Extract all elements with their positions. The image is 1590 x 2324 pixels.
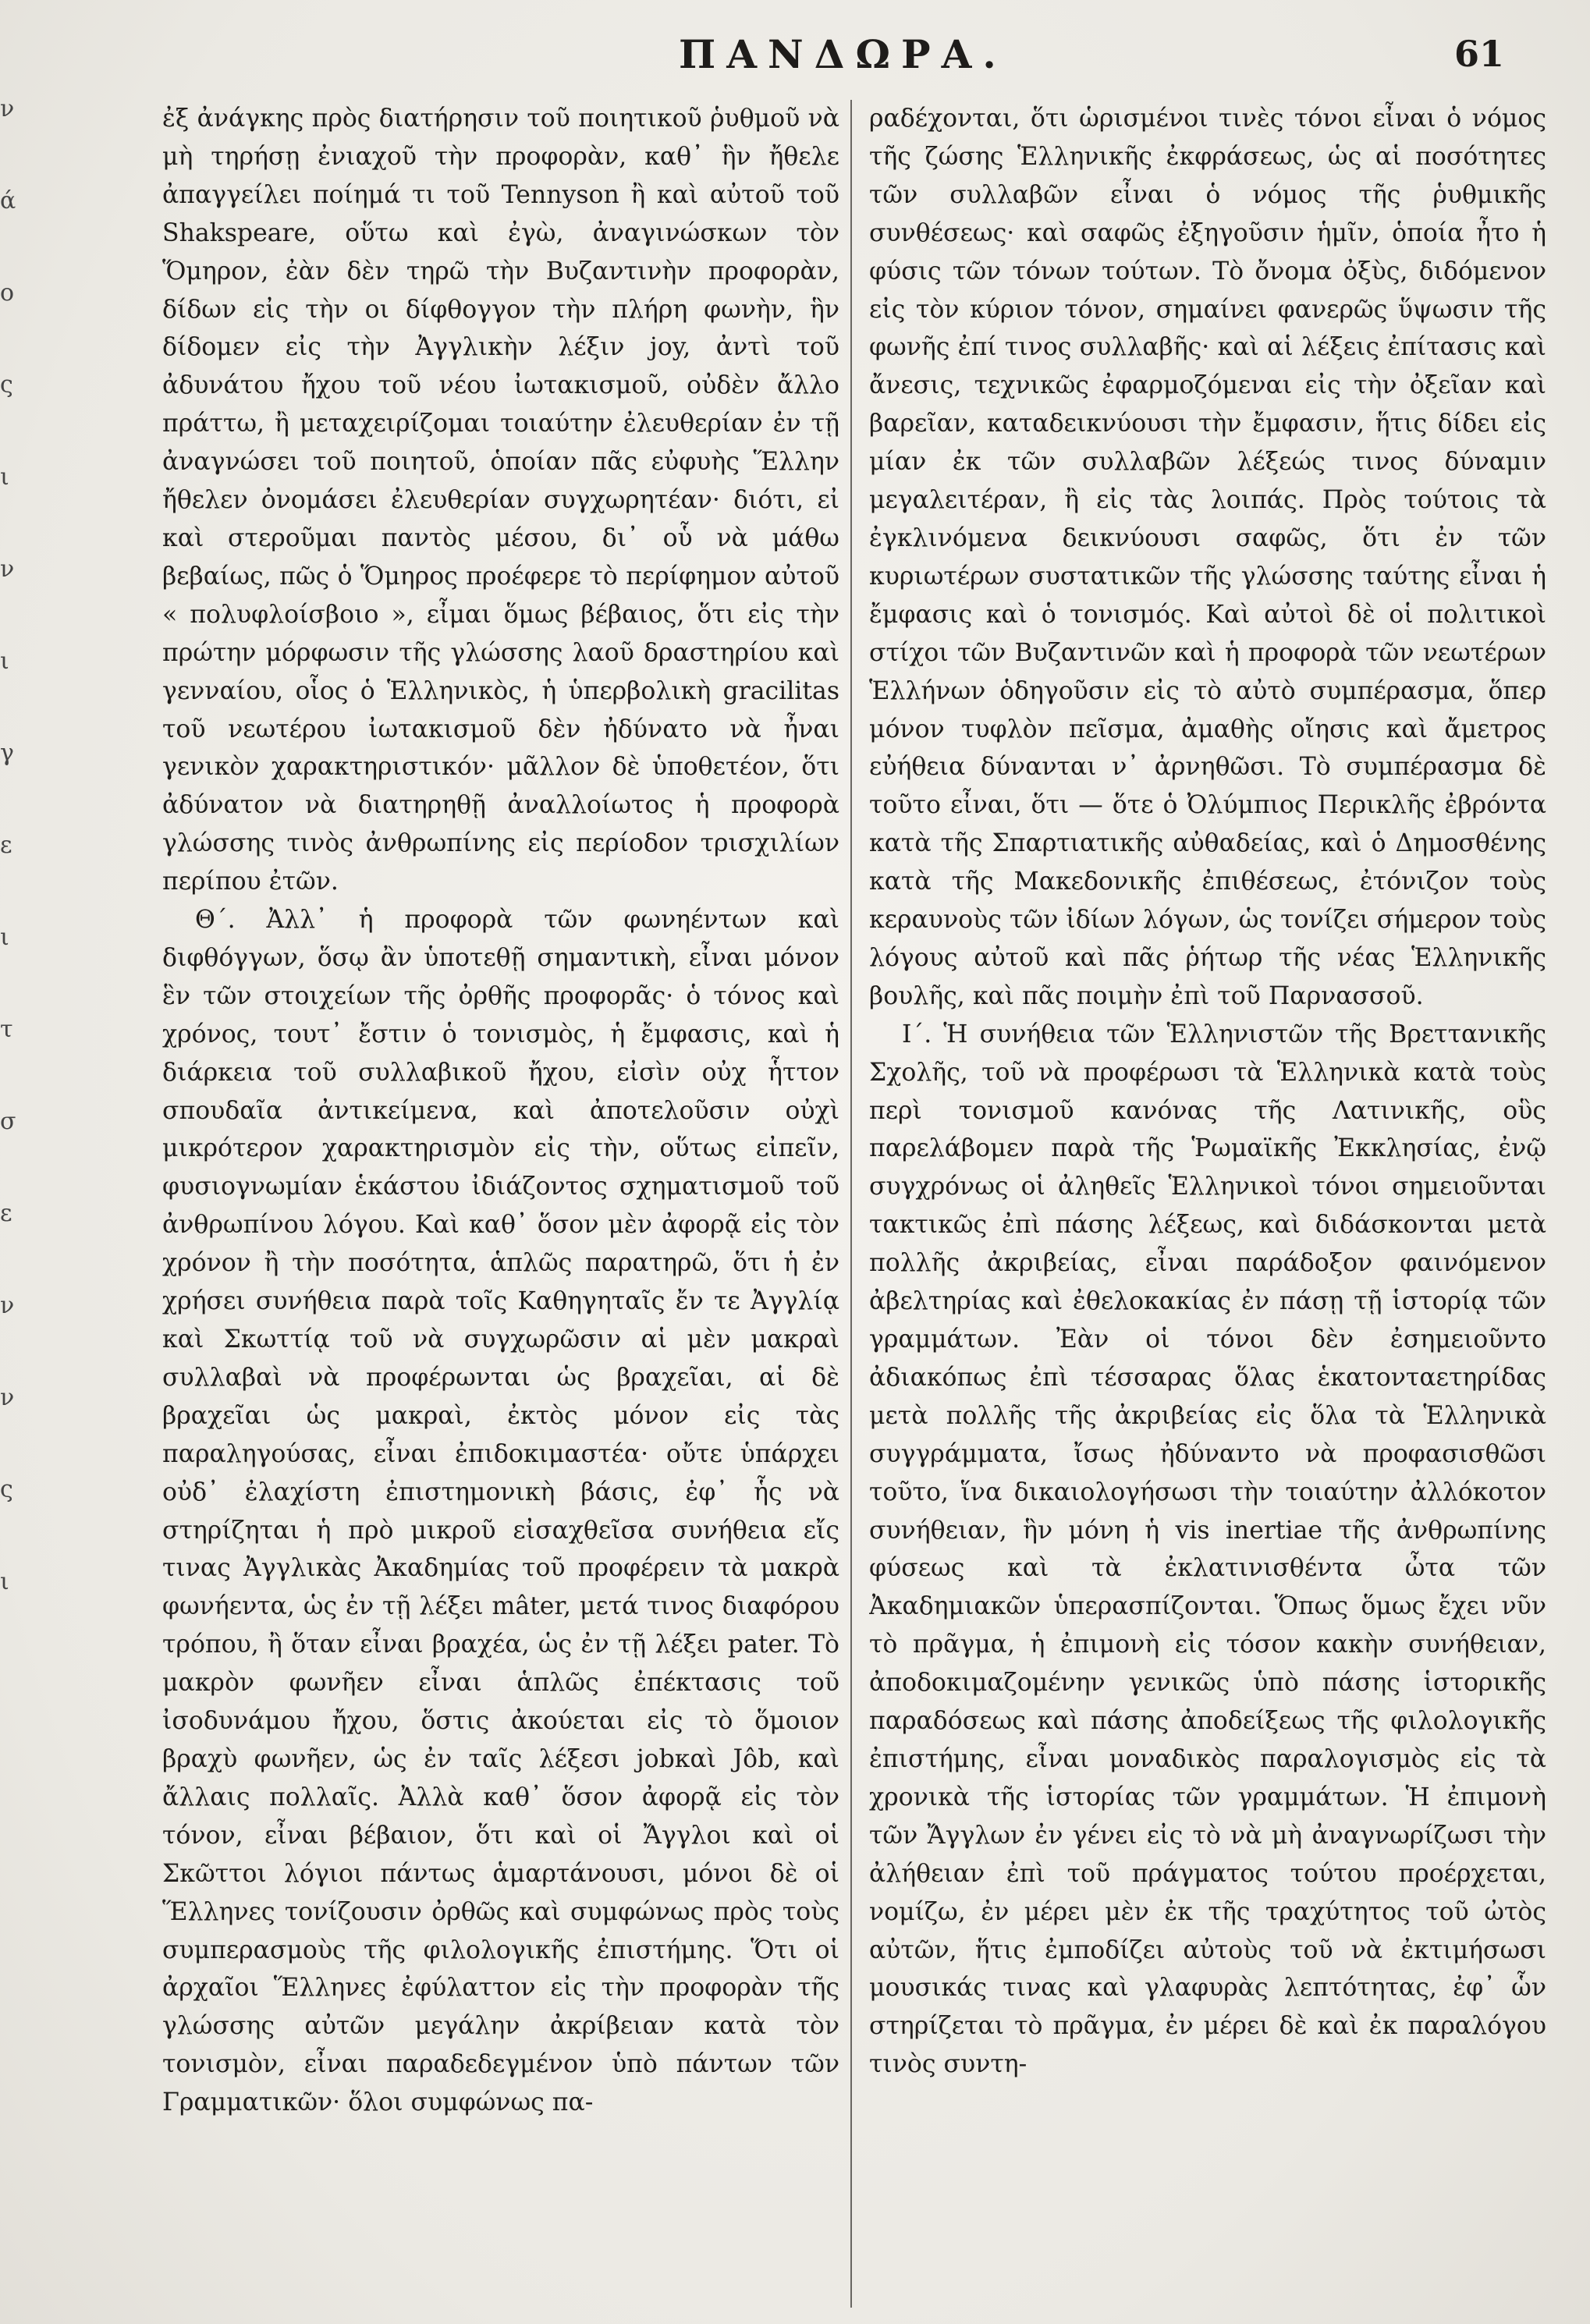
right-column bbox=[869, 100, 1546, 2308]
left-column bbox=[162, 100, 839, 2308]
margin-fragment: ν bbox=[0, 555, 15, 583]
margin-fragment: ι bbox=[0, 1568, 9, 1595]
margin-fragment: ο bbox=[0, 279, 15, 307]
margin-fragment: τ bbox=[0, 1016, 13, 1043]
margin-fragment: ν bbox=[0, 1292, 15, 1319]
margin-fragment: ι bbox=[0, 924, 9, 951]
margin-fragment: ι bbox=[0, 463, 9, 491]
margin-fragment: ε bbox=[0, 1200, 12, 1227]
running-head: ΠΑΝΔΩΡΑ. bbox=[679, 31, 1007, 77]
margin-fragment: σ bbox=[0, 1108, 16, 1135]
left-margin-fragments bbox=[0, 94, 23, 1654]
margin-fragment: ν bbox=[0, 1384, 15, 1411]
paragraph: ραδέχονται, ὅτι ὡρισμένοι τινὲς τόνοι εἶναι ὁ νόμος τῆς ζώσης Ἑλληνικῆς ἐκφράσεως, ὡς αἱ ποσότητες τῶν συλλαβῶν εἶναι ὁ νόμος τῆς ῥυθμικῆς συνθέσεως· καὶ σαφῶς ἐξηγοῦσιν ἡμῖν, ὁποία ἦτο ἡ φύσις τῶν τόνων τούτων. Τὸ ὄνομα ὀξὺς, διδόμενον εἰς τὸν κύριον τόνον, σημαίνει φανερῶς ὕψωσιν τῆς φωνῆς ἐπί τινος συλλαβῆς· καὶ αἱ λέξεις ἐπίτασις καὶ ἄνεσις, τεχνικῶς ἐφαρμοζόμεναι εἰς τὴν ὀξεῖαν καὶ βαρεῖαν, καταδεικνύουσι τὴν ἔμφασιν, ἥτις δίδει εἰς μίαν ἐκ τῶν συλλαβῶν λέξεώς τινος δύναμιν μεγαλειτέραν, ἢ εἰς τὰς λοιπάς. Πρὸς τούτοις τὰ ἐγκλινόμενα δεικνύουσι σαφῶς, ὅτι ἐν τῶν κυριωτέρων συστατικῶν τῆς γλώσσης ταύτης εἶναι ἡ ἔμφασις καὶ ὁ τονισμός. Καὶ αὐτοὶ δὲ οἱ πολιτικοὶ στίχοι τῶν Βυζαντινῶν καὶ ἡ προφορὰ τῶν νεωτέρων Ἑλλήνων ὁδηγοῦσιν εἰς τὸ αὐτὸ συμπέρασμα, ὅπερ μόνον τυφλὸν πεῖσμα, ἀμαθὴς οἴησις καὶ ἄμετρος εὐήθεια δύνανται ν᾽ ἀρνηθῶσι. Τὸ συμπέρασμα δὲ τοῦτο εἶναι, ὅτι — ὅτε ὁ Ὀλύμπιος Περικλῆς ἐβρόντα κατὰ τῆς Σπαρτιατικῆς αὐθαδείας, καὶ ὁ Δημοσθένης κατὰ τῆς Μακεδονικῆς ἐπιθέσεως, ἐτόνιζον τοὺς κεραυνοὺς τῶν ἰδίων λόγων, ὡς τονίζει σήμερον τοὺς λόγους αὐτοῦ καὶ πᾶς ῥήτωρ τῆς νέας Ἑλληνικῆς βουλῆς, καὶ πᾶς ποιμὴν ἐπὶ τοῦ Παρνασσοῦ. bbox=[869, 105, 1546, 1010]
margin-fragment: ς bbox=[0, 371, 13, 399]
margin-fragment: ι bbox=[0, 648, 9, 675]
page-number: 61 bbox=[1453, 33, 1504, 75]
paragraph-section-theta: Θ´. Ἀλλ᾽ ἡ προφορὰ τῶν φωνηέντων καὶ διφθόγγων, ὅσῳ ἂν ὑποτεθῇ σημαντικὴ, εἶναι μόνον ἓν τῶν στοιχείων τῆς ὀρθῆς προφορᾶς· ὁ τόνος καὶ χρόνος, τουτ᾽ ἔστιν ὁ τονισμὸς, ἡ ἔμφασις, καὶ ἡ διάρκεια τοῦ συλλαβικοῦ ἤχου, εἰσὶν οὐχ ἧττον σπουδαῖα ἀντικείμενα, καὶ ἀποτελοῦσιν οὐχὶ μικρότερον χαρακτηρισμὸν εἰς τὴν, οὕτως εἰπεῖν, φυσιογνωμίαν ἑκάστου ἰδιάζοντος σχηματισμοῦ τοῦ ἀνθρωπίνου λόγου. Καὶ καθ᾽ ὅσον μὲν ἀφορᾷ εἰς τὸν χρόνον ἢ τὴν ποσότητα, ἁπλῶς παρατηρῶ, ὅτι ἡ ἐν χρήσει συνήθεια παρὰ τοῖς Καθηγηταῖς ἔν τε Ἀγγλίᾳ καὶ Σκωττίᾳ τοῦ νὰ συγχωρῶσιν αἱ μὲν μακραὶ συλλαβαὶ νὰ προφέρωνται ὡς βραχεῖαι, αἱ δὲ βραχεῖαι ὡς μακραὶ, ἐκτὸς μόνον εἰς τὰς παραληγούσας, εἶναι ἐπιδοκιμαστέα· οὔτε ὑπάρχει οὐδ᾽ ἐλαχίστη ἐπιστημονικὴ βάσις, ἐφ᾽ ἧς νὰ στηρίζηται ἡ πρὸ μικροῦ εἰσαχθεῖσα συνήθεια εἴς τινας Ἀγγλικὰς Ἀκαδημίας τοῦ προφέρειν τὰ μακρὰ φωνήεντα, ὡς ἐν τῇ λέξει mâter, μετά τινος διαφόρου τρόπου, ἢ ὅταν εἶναι βραχέα, ὡς ἐν τῇ λέξει pater. Τὸ μακρὸν φωνῆεν εἶναι ἁπλῶς ἐπέκτασις τοῦ ἰσοδυνάμου ἤχου, ὅστις ἀκούεται εἰς τὸ ὅμοιον βραχὺ φωνῆεν, ὡς ἐν ταῖς λέξεσι jobκαὶ Jôb, καὶ ἄλλαις πολλαῖς. Ἀλλὰ καθ᾽ ὅσον ἀφορᾷ εἰς τὸν τόνον, εἶναι βέβαιον, ὅτι καὶ οἱ Ἄγγλοι καὶ οἱ Σκῶττοι λόγιοι πάντως ἁμαρτάνουσι, μόνοι δὲ οἱ Ἕλληνες τονίζουσιν ὀρθῶς καὶ συμφώνως πρὸς τοὺς συμπερασμοὺς τῆς φιλολογικῆς ἐπιστήμης. Ὅτι οἱ ἀρχαῖοι Ἕλληνες ἐφύλαττον εἰς τὴν προφορὰν τῆς γλώσσης αὐτῶν μεγάλην ἀκρίβειαν κατὰ τὸν τονισμὸν, εἶναι παραδεδεγμένον ὑπὸ πάντων τῶν Γραμματικῶν· ὅλοι συμφώνως πα- bbox=[162, 906, 839, 2117]
margin-fragment: γ bbox=[0, 740, 14, 767]
column-divider bbox=[850, 100, 852, 2308]
margin-fragment: ε bbox=[0, 832, 12, 859]
margin-fragment: ά bbox=[0, 187, 16, 215]
paragraph: ἐξ ἀνάγκης πρὸς διατήρησιν τοῦ ποιητικοῦ ῥυθμοῦ νὰ μὴ τηρήσῃ ἐνιαχοῦ τὴν προφορὰν, καθ᾽ ἣν ἤθελε ἀπαγγείλει ποίημά τι τοῦ Tennyson ἢ καὶ αὐτοῦ τοῦ Shakspeare, οὕτω καὶ ἐγὼ, ἀναγινώσκων τὸν Ὅμηρον, ἐὰν δὲν τηρῶ τὴν Βυζαντινὴν προφορὰν, δίδων εἰς τὴν οι δίφθογγον τὴν πλήρη φωνὴν, ἣν δίδομεν εἰς τὴν Ἀγγλικὴν λέξιν joy, ἀντὶ τοῦ ἀδυνάτου ἤχου τοῦ νέου ἰωτακισμοῦ, οὐδὲν ἄλλο πράττω, ἢ μεταχειρίζομαι τοιαύτην ἐλευθερίαν ἐν τῇ ἀναγνώσει τοῦ ποιητοῦ, ὁποίαν πᾶς εὐφυὴς Ἕλλην ἤθελεν ὀνομάσει ἐλευθερίαν συγχωρητέαν· διότι, εἰ καὶ στεροῦμαι παντὸς μέσου, δι᾽ οὗ νὰ μάθω βεβαίως, πῶς ὁ Ὅμηρος προέφερε τὸ περίφημον αὐτοῦ « πολυφλοίσβοιο », εἶμαι ὅμως βέβαιος, ὅτι εἰς τὴν πρώτην μόρφωσιν τῆς γλώσσης λαοῦ δραστηρίου καὶ γενναίου, οἷος ὁ Ἑλληνικὸς, ἡ ὑπερβολικὴ gracilitas τοῦ νεωτέρου ἰωτακισμοῦ δὲν ἠδύνατο νὰ ἦναι γενικὸν χαρακτηριστικόν· μᾶλλον δὲ ὑποθετέον, ὅτι ἀδύνατον νὰ διατηρηθῇ ἀναλλοίωτος ἡ προφορὰ γλώσσης τινὸς ἀνθρωπίνης εἰς περίοδον τρισχιλίων περίπου ἐτῶν. bbox=[162, 105, 839, 896]
page-header bbox=[0, 31, 1590, 94]
margin-fragment: ν bbox=[0, 95, 15, 122]
paragraph-section-iota: Ι´. Ἡ συνήθεια τῶν Ἑλληνιστῶν τῆς Βρεττανικῆς Σχολῆς, τοῦ νὰ προφέρωσι τὰ Ἑλληνικὰ κατὰ τοὺς περὶ τονισμοῦ κανόνας τῆς Λατινικῆς, οὓς παρελάβομεν παρὰ τῆς Ῥωμαϊκῆς Ἐκκλησίας, ἐνῷ συγχρόνως οἱ ἀληθεῖς Ἑλληνικοὶ τόνοι σημειοῦνται τακτικῶς ἐπὶ πάσης λέξεως, καὶ διδάσκονται μετὰ πολλῆς ἀκριβείας, εἶναι παράδοξον φαινόμενον ἀβελτηρίας καὶ ἐθελοκακίας ἐν πάσῃ τῇ ἱστορίᾳ τῶν γραμμάτων. Ἐὰν οἱ τόνοι δὲν ἐσημειοῦντο ἀδιακόπως ἐπὶ τέσσαρας ὅλας ἑκατονταετηρίδας μετὰ πολλῆς τῆς ἀκριβείας εἰς ὅλα τὰ Ἑλληνικὰ συγγράμματα, ἴσως ἠδύναντο νὰ προφασισθῶσι τοῦτο, ἵνα δικαιολογήσωσι τὴν τοιαύτην ἀλλόκοτον συνήθειαν, ἣν μόνη ἡ vis inertiae τῆς ἀνθρωπίνης φύσεως καὶ τὰ ἐκλατινισθέντα ὦτα τῶν Ἀκαδημιακῶν ὑπερασπίζονται. Ὅπως ὅμως ἔχει νῦν τὸ πρᾶγμα, ἡ ἐπιμονὴ εἰς τόσον κακὴν συνήθειαν, ἀποδοκιμαζομένην γενικῶς ὑπὸ πάσης ἱστορικῆς παραδόσεως καὶ πάσης ἀποδείξεως τῆς φιλολογικῆς ἐπιστήμης, εἶναι μοναδικὸς παραλογισμὸς εἰς τὰ χρονικὰ τῆς ἱστορίας τῶν γραμμάτων. Ἡ ἐπιμονὴ τῶν Ἄγγλων ἐν γένει εἰς τὸ νὰ μὴ ἀναγνωρίζωσι τὴν ἀλήθειαν ἐπὶ τοῦ πράγματος τούτου προέρχεται, νομίζω, ἐν μέρει μὲν ἐκ τῆς τραχύτητος τοῦ ὠτὸς αὐτῶν, ἥτις ἐμποδίζει αὐτοὺς τοῦ νὰ ἐκτιμήσωσι μουσικάς τινας καὶ γλαφυρὰς λεπτότητας, ἐφ᾽ ὧν στηρίζεται τὸ πρᾶγμα, ἐν μέρει δὲ καὶ ἐκ παραλόγου τινὸς συντη- bbox=[869, 1020, 1546, 2079]
margin-fragment: ς bbox=[0, 1476, 13, 1503]
